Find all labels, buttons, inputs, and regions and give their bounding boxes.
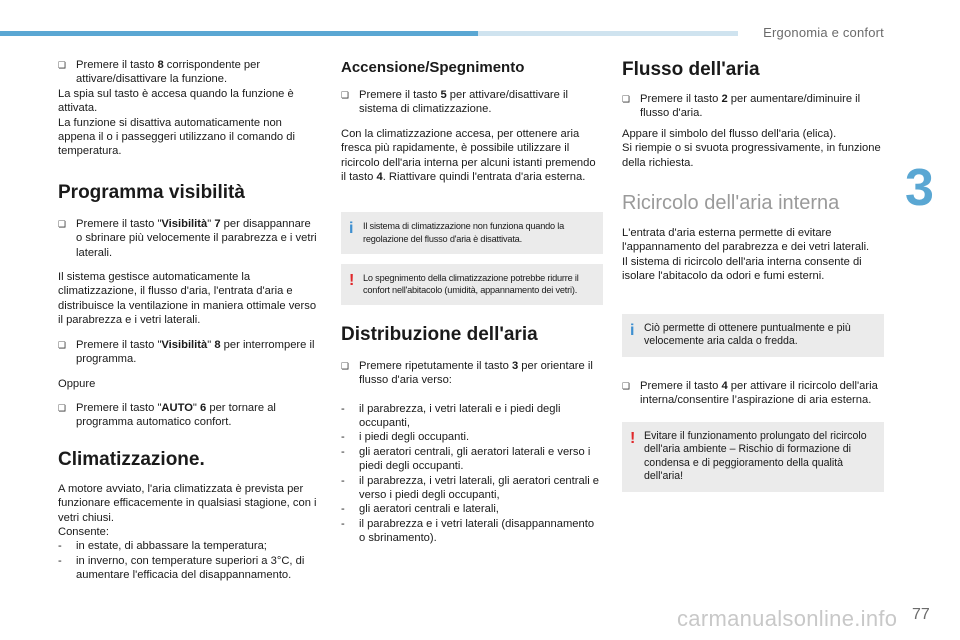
section-title: Ergonomia e confort	[763, 25, 884, 40]
heading-climatizzazione: Climatizzazione.	[58, 448, 205, 470]
warning-box: ! Evitare il funzionamento prolungato del ricircolo dell'aria ambiente – Rischio di formazione di condensa e di peggioramento della qualità dell'aria!	[622, 422, 884, 492]
list-item: - il parabrezza e i vetri laterali (disappannamento o sbrinamento).	[341, 517, 595, 545]
column-middle	[341, 58, 603, 546]
checkbox-bullet-icon: ❏	[58, 218, 67, 229]
list-item: - il parabrezza, i vetri laterali, gli aeratori centrali e verso i piedi degli occupanti,	[341, 474, 600, 502]
paragraph: Oppure	[58, 377, 96, 390]
list-item: - gli aeratori centrali, gli aeratori laterali e verso i piedi degli occupanti.	[341, 445, 591, 473]
paragraph: La funzione si disattiva automaticamente non appena il o i passeggeri utilizzano il comando di temperatura.	[58, 116, 295, 158]
paragraph: Si riempie o si svuota progressivamente, in funzione della richiesta.	[622, 142, 881, 169]
warning-icon: !	[349, 271, 355, 289]
instruction-bullet: ❏ Premere il tasto 5 per attivare/disattivare il sistema di climatizzazione.	[341, 89, 568, 116]
instruction-bullet: ❏ Premere il tasto 4 per attivare il ricircolo dell'aria interna/consentire l’aspirazione di aria esterna.	[622, 379, 878, 407]
paragraph: La spia sul tasto è accesa quando la funzione è attivata.	[58, 87, 294, 115]
instruction-bullet: ❏ Premere il tasto 2 per aumentare/diminuire il flusso d'aria.	[622, 93, 861, 120]
paragraph: Il sistema gestisce automaticamente la climatizzazione, il flusso d'aria, l'entrata d'aria e distribuisce la ventilazione in maniera ottimale verso il parabrezza e i vetri laterali.	[58, 271, 317, 327]
checkbox-bullet-icon: ❏	[341, 90, 350, 100]
instruction-bullet: ❏ Premere il tasto "Visibilità" 7 per disappannare o sbrinare più velocemente il parabrezza e i vetri laterali.	[58, 217, 317, 259]
warning-box: ! Lo spegnimento della climatizzazione potrebbe ridurre il confort nell'abitacolo (umidità, appannamento dei vetri).	[341, 264, 603, 305]
instruction-bullet: ❏ Premere ripetutamente il tasto 3 per orientare il flusso d'aria verso:	[341, 359, 593, 387]
heading-accensione-spegnimento: Accensione/Spegnimento	[341, 59, 525, 76]
heading-ricircolo-aria: Ricircolo dell'aria interna	[622, 192, 840, 215]
checkbox-bullet-icon: ❏	[58, 339, 67, 350]
list-item: - in inverno, con temperature superiori a 3°C, di aumentare l'efficacia del disappannamento.	[58, 554, 305, 582]
heading-flusso-aria: Flusso dell'aria	[622, 59, 760, 80]
list-item: - in estate, di abbassare la temperatura;	[58, 540, 267, 553]
page-number: 77	[912, 606, 930, 623]
paragraph: Consente:	[58, 525, 109, 538]
instruction-bullet: ❏ Premere il tasto 8 corrispondente per attivare/disattivare la funzione.	[58, 59, 261, 86]
info-icon: i	[349, 220, 354, 238]
top-accent-bar	[0, 31, 478, 36]
chapter-number: 3	[905, 159, 934, 217]
checkbox-bullet-icon: ❏	[58, 60, 67, 70]
info-box: i Ciò permette di ottenere puntualmente e più velocemente aria calda o fredda.	[622, 314, 884, 357]
checkbox-bullet-icon: ❏	[341, 360, 350, 371]
watermark: carmanualsonline.info	[677, 606, 898, 631]
list-item: - il parabrezza, i vetri laterali e i piedi degli occupanti,	[341, 402, 561, 430]
checkbox-bullet-icon: ❏	[58, 402, 67, 413]
column-right	[622, 58, 884, 492]
paragraph: Con la climatizzazione accesa, per ottenere aria fresca più rapidamente, è possibile utilizzare il ricircolo dell'aria interna per alcuni istanti premendo il tasto 4. Riattivare quindi l'entrata d'aria esterna.	[341, 127, 596, 184]
paragraph: Il sistema di ricircolo dell'aria interna consente di isolare l'abitacolo da odori e fumi esterni.	[622, 255, 862, 283]
paragraph: L'entrata d'aria esterna permette di evitare l'appannamento del parabrezza e dei vetri laterali.	[622, 227, 870, 254]
heading-programma-visibilita: Programma visibilità	[58, 181, 245, 203]
info-icon: i	[630, 321, 635, 339]
paragraph: A motore avviato, l'aria climatizzata è prevista per funzionare efficacemente in qualsiasi stagione, con i vetri chiusi.	[58, 482, 317, 524]
checkbox-bullet-icon: ❏	[622, 380, 631, 391]
warning-icon: !	[630, 429, 636, 447]
info-box: i Il sistema di climatizzazione non funziona quando la regolazione del flusso d'aria è disattivata.	[341, 212, 603, 253]
paragraph: Appare il simbolo del flusso dell'aria (elica).	[622, 127, 837, 140]
list-item: - i piedi degli occupanti.	[341, 431, 470, 444]
top-accent-bar-light	[478, 31, 738, 36]
list-item: - gli aeratori centrali e laterali,	[341, 503, 499, 516]
checkbox-bullet-icon: ❏	[622, 94, 631, 104]
instruction-bullet: ❏ Premere il tasto "AUTO" 6 per tornare al programma automatico confort.	[58, 401, 276, 429]
instruction-bullet: ❏ Premere il tasto "Visibilità" 8 per interrompere il programma.	[58, 338, 315, 366]
heading-distribuzione-aria: Distribuzione dell'aria	[341, 323, 538, 345]
column-left	[58, 58, 320, 583]
